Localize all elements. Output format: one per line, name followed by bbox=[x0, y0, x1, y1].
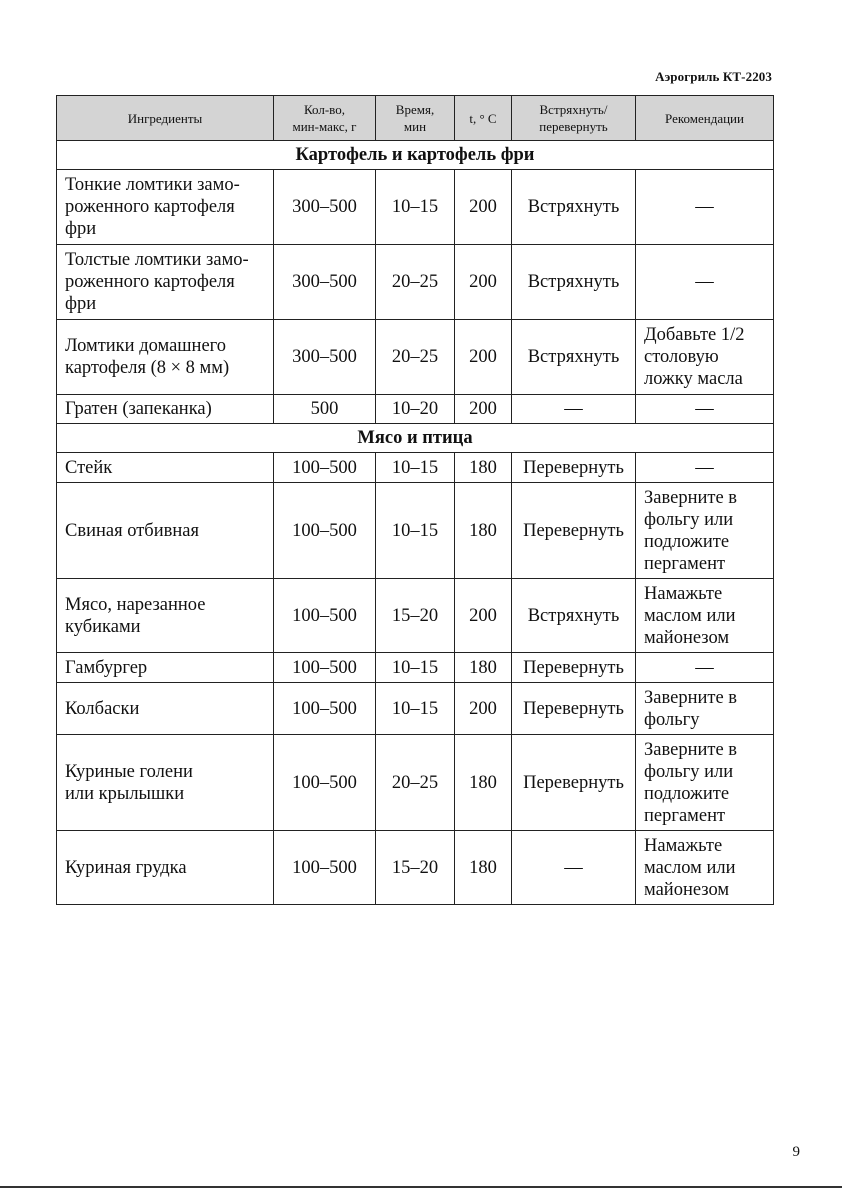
cell-line: фри bbox=[65, 294, 97, 314]
col-header-line: Ингредиенты bbox=[127, 110, 203, 126]
col-header-shake-flip bbox=[512, 96, 636, 141]
action-cell: Перевернуть bbox=[512, 483, 636, 579]
table-row bbox=[57, 735, 774, 831]
time-cell: 15–20 bbox=[376, 579, 455, 653]
page-number: 9 bbox=[792, 1144, 800, 1160]
amount-cell: 100–500 bbox=[274, 831, 376, 905]
action-cell: Перевернуть bbox=[512, 735, 636, 831]
table-row bbox=[57, 320, 774, 395]
table-row bbox=[57, 579, 774, 653]
time-cell: 10–20 bbox=[376, 395, 455, 424]
cell-line: роженного картофеля bbox=[65, 272, 235, 292]
cell-line: пергамент bbox=[644, 805, 726, 826]
time-cell: 10–15 bbox=[376, 453, 455, 483]
table-row bbox=[57, 683, 774, 735]
col-header-line: перевернуть bbox=[539, 119, 608, 134]
table-header bbox=[57, 96, 774, 141]
section-title: Мясо и птица bbox=[57, 424, 774, 453]
ingredient-cell bbox=[57, 735, 274, 831]
action-cell: — bbox=[512, 395, 636, 424]
cooking-table bbox=[56, 95, 774, 905]
cell-line: — bbox=[695, 197, 714, 217]
header-row bbox=[57, 96, 774, 141]
cell-line: Заверните в bbox=[644, 487, 738, 508]
temperature-cell: 180 bbox=[455, 653, 512, 683]
cell-line: подложите bbox=[644, 531, 730, 552]
cell-line: пергамент bbox=[644, 553, 726, 574]
cell-line: Ломтики домашнего bbox=[65, 336, 227, 356]
table-row bbox=[57, 653, 774, 683]
col-header-recommendations bbox=[636, 96, 774, 141]
col-header-line: Кол-во, bbox=[304, 102, 345, 117]
section-row bbox=[57, 141, 774, 170]
recommendation-cell bbox=[636, 831, 774, 905]
cell-line: Гамбургер bbox=[65, 657, 148, 678]
cell-line: картофеля (8 × 8 мм) bbox=[65, 358, 230, 378]
action-cell: Перевернуть bbox=[512, 453, 636, 483]
cell-line: фольгу или bbox=[644, 509, 734, 530]
cell-line: Гратен (запеканка) bbox=[65, 399, 212, 419]
time-cell: 10–15 bbox=[376, 170, 455, 245]
col-header-line: мин-макс, г bbox=[292, 119, 357, 134]
recommendation-cell bbox=[636, 170, 774, 245]
recommendation-cell bbox=[636, 245, 774, 320]
recommendation-cell bbox=[636, 483, 774, 579]
col-header-line: Рекомендации bbox=[665, 110, 744, 126]
recommendation-cell bbox=[636, 683, 774, 735]
time-cell: 20–25 bbox=[376, 735, 455, 831]
cell-line: Колбаски bbox=[65, 698, 140, 719]
action-cell: Встряхнуть bbox=[512, 579, 636, 653]
amount-cell: 300–500 bbox=[274, 245, 376, 320]
col-header-line: Время, bbox=[395, 102, 435, 117]
ingredient-cell bbox=[57, 170, 274, 245]
cell-line: Намажьте bbox=[644, 835, 723, 856]
amount-cell: 500 bbox=[274, 395, 376, 424]
ingredient-cell bbox=[57, 579, 274, 653]
temperature-cell: 180 bbox=[455, 735, 512, 831]
time-cell: 10–15 bbox=[376, 653, 455, 683]
temperature-cell: 200 bbox=[455, 579, 512, 653]
recommendation-cell bbox=[636, 320, 774, 395]
table-row bbox=[57, 170, 774, 245]
document-header-title: Аэрогриль КТ-2203 bbox=[655, 69, 772, 84]
cell-line: Толстые ломтики замо- bbox=[65, 250, 249, 270]
temperature-cell: 200 bbox=[455, 683, 512, 735]
temperature-cell: 200 bbox=[455, 320, 512, 395]
table-row bbox=[57, 483, 774, 579]
cell-line: Тонкие ломтики замо- bbox=[65, 175, 240, 195]
ingredient-cell bbox=[57, 683, 274, 735]
action-cell: Встряхнуть bbox=[512, 320, 636, 395]
cell-line: роженного картофеля bbox=[65, 197, 235, 217]
table-body bbox=[57, 141, 774, 905]
action-cell: Встряхнуть bbox=[512, 170, 636, 245]
cell-line: Заверните в bbox=[644, 687, 738, 708]
cell-line: майонезом bbox=[644, 879, 730, 900]
cell-line: фри bbox=[65, 219, 97, 239]
cell-line: маслом или bbox=[644, 857, 736, 878]
amount-cell: 300–500 bbox=[274, 320, 376, 395]
temperature-cell: 200 bbox=[455, 395, 512, 424]
col-header-line: мин bbox=[403, 119, 427, 134]
time-cell: 20–25 bbox=[376, 320, 455, 395]
col-header-amount bbox=[274, 96, 376, 141]
cell-line: столовую bbox=[644, 347, 719, 367]
cell-line: — bbox=[695, 399, 714, 419]
temperature-cell: 200 bbox=[455, 245, 512, 320]
ingredient-cell bbox=[57, 320, 274, 395]
table-row bbox=[57, 245, 774, 320]
action-cell: Перевернуть bbox=[512, 683, 636, 735]
cell-line: — bbox=[695, 657, 714, 678]
table-row bbox=[57, 453, 774, 483]
temperature-cell: 180 bbox=[455, 831, 512, 905]
section-title: Картофель и картофель фри bbox=[57, 141, 774, 170]
cell-line: Добавьте 1/2 bbox=[644, 325, 745, 345]
cell-line: ложку масла bbox=[644, 369, 743, 389]
cell-line: Заверните в bbox=[644, 739, 738, 760]
amount-cell: 100–500 bbox=[274, 683, 376, 735]
recommendation-cell bbox=[636, 453, 774, 483]
cell-line: фольгу bbox=[644, 709, 700, 730]
cell-line: маслом или bbox=[644, 605, 736, 626]
table-row bbox=[57, 395, 774, 424]
cell-line: — bbox=[695, 272, 714, 292]
col-header-line: t, ° C bbox=[469, 110, 497, 126]
recommendation-cell bbox=[636, 735, 774, 831]
ingredient-cell bbox=[57, 395, 274, 424]
ingredient-cell bbox=[57, 483, 274, 579]
amount-cell: 100–500 bbox=[274, 483, 376, 579]
col-header-temperature bbox=[455, 96, 512, 141]
cell-line: подложите bbox=[644, 783, 730, 804]
recommendation-cell bbox=[636, 395, 774, 424]
temperature-cell: 200 bbox=[455, 170, 512, 245]
temperature-cell: 180 bbox=[455, 483, 512, 579]
action-cell: — bbox=[512, 831, 636, 905]
cell-line: или крылышки bbox=[65, 783, 185, 804]
temperature-cell: 180 bbox=[455, 453, 512, 483]
cell-line: — bbox=[695, 457, 714, 478]
ingredient-cell bbox=[57, 245, 274, 320]
recommendation-cell bbox=[636, 579, 774, 653]
amount-cell: 100–500 bbox=[274, 453, 376, 483]
table-row bbox=[57, 831, 774, 905]
action-cell: Перевернуть bbox=[512, 653, 636, 683]
time-cell: 10–15 bbox=[376, 683, 455, 735]
amount-cell: 100–500 bbox=[274, 653, 376, 683]
section-row bbox=[57, 424, 774, 453]
cell-line: Стейк bbox=[65, 457, 113, 478]
cell-line: фольгу или bbox=[644, 761, 734, 782]
ingredient-cell bbox=[57, 653, 274, 683]
amount-cell: 300–500 bbox=[274, 170, 376, 245]
time-cell: 20–25 bbox=[376, 245, 455, 320]
ingredient-cell bbox=[57, 831, 274, 905]
ingredient-cell bbox=[57, 453, 274, 483]
cell-line: кубиками bbox=[65, 616, 141, 637]
col-header-line: Встряхнуть/ bbox=[539, 102, 608, 117]
cell-line: майонезом bbox=[644, 627, 730, 648]
recommendation-cell bbox=[636, 653, 774, 683]
amount-cell: 100–500 bbox=[274, 735, 376, 831]
cell-line: Куриная грудка bbox=[65, 857, 187, 878]
amount-cell: 100–500 bbox=[274, 579, 376, 653]
col-header-ingredients bbox=[57, 96, 274, 141]
time-cell: 15–20 bbox=[376, 831, 455, 905]
col-header-time bbox=[376, 96, 455, 141]
action-cell: Встряхнуть bbox=[512, 245, 636, 320]
cell-line: Куриные голени bbox=[65, 761, 193, 782]
cell-line: Мясо, нарезанное bbox=[65, 594, 206, 615]
cell-line: Свиная отбивная bbox=[65, 520, 199, 541]
bottom-rule bbox=[0, 1186, 842, 1188]
time-cell: 10–15 bbox=[376, 483, 455, 579]
cell-line: Намажьте bbox=[644, 583, 723, 604]
